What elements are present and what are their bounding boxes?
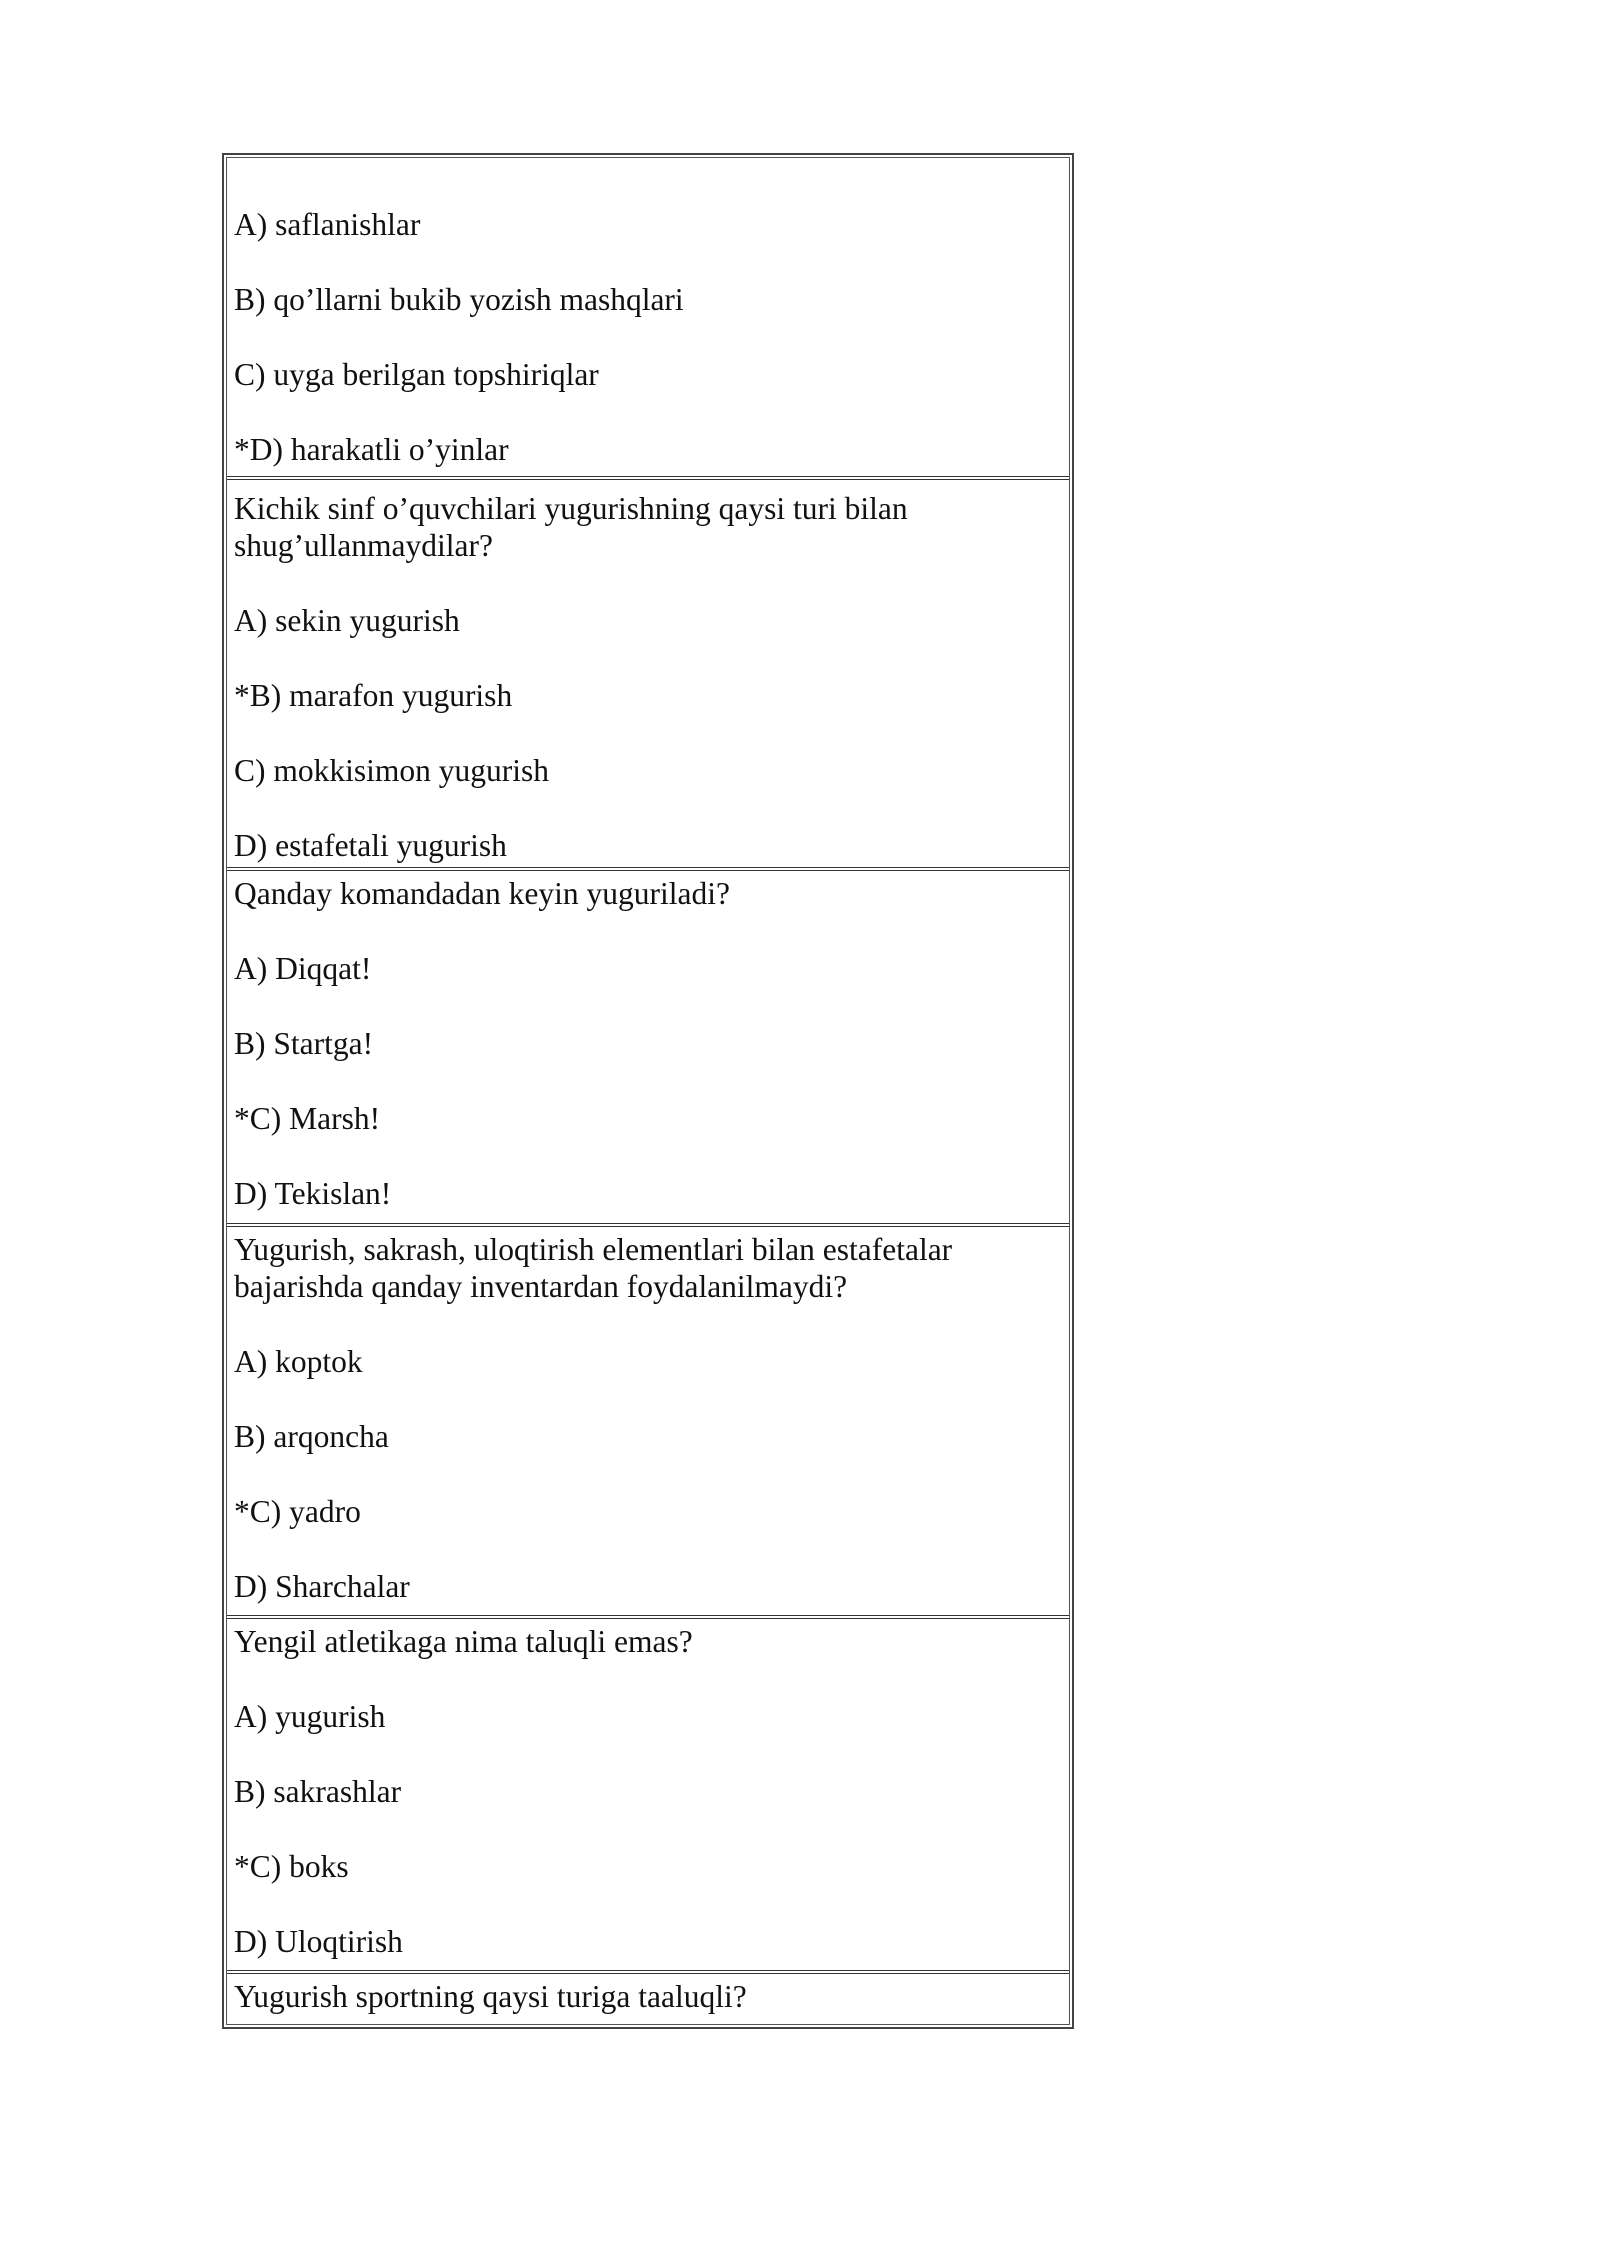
option-d: D) Sharchalar — [234, 1569, 410, 1604]
option-c: C) uyga berilgan topshiriqlar — [234, 357, 599, 392]
question-cell — [227, 158, 1069, 476]
option-d: D) Tekislan! — [234, 1176, 392, 1211]
question-text: Yugurish, sakrash, uloqtirish elementlari bilan estafetalar bajarishda qanday inventardan foydalanilmaydi? — [234, 1232, 953, 1304]
option-b: B) Startga! — [234, 1026, 374, 1061]
option-a: A) sekin yugurish — [234, 603, 460, 638]
question-cell — [227, 1223, 1069, 1615]
option-b: B) qo’llarni bukib yozish mashqlari — [234, 282, 684, 317]
option-b: B) arqoncha — [234, 1419, 389, 1454]
question-text: Qanday komandadan keyin yuguriladi? — [234, 876, 730, 911]
question-text: Kichik sinf o’quvchilari yugurishning qaysi turi bilan shug’ullanmaydilar? — [234, 491, 908, 563]
option-a: A) Diqqat! — [234, 951, 372, 986]
option-d: D) estafetali yugurish — [234, 828, 507, 863]
option-c-correct: *C) Marsh! — [234, 1101, 381, 1136]
option-a: A) koptok — [234, 1344, 363, 1379]
question-cell — [227, 1970, 1069, 2024]
quiz-table — [222, 153, 1074, 2029]
option-c-correct: *C) boks — [234, 1849, 349, 1884]
quiz-table-inner — [226, 157, 1070, 2025]
option-d-correct: *D) harakatli o’yinlar — [234, 432, 509, 467]
option-a: A) saflanishlar — [234, 207, 421, 242]
option-b-correct: *B) marafon yugurish — [234, 678, 513, 713]
question-cell — [227, 867, 1069, 1223]
option-d: D) Uloqtirish — [234, 1924, 403, 1959]
question-text: Yugurish sportning qaysi turiga taaluqli? — [234, 1979, 747, 2014]
option-c: C) mokkisimon yugurish — [234, 753, 550, 788]
question-text: Yengil atletikaga nima taluqli emas? — [234, 1624, 693, 1659]
question-cell — [227, 1615, 1069, 1970]
option-b: B) sakrashlar — [234, 1774, 402, 1809]
option-a: A) yugurish — [234, 1699, 386, 1734]
option-c-correct: *C) yadro — [234, 1494, 361, 1529]
question-cell — [227, 476, 1069, 867]
